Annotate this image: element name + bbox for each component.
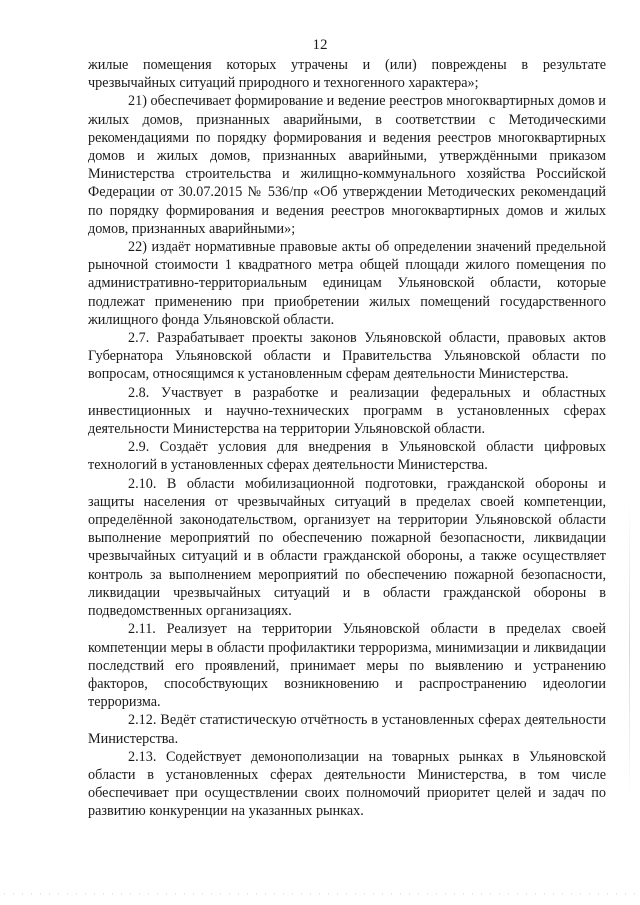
paragraph-2-9: 2.9. Создаёт условия для внедрения в Ульяновской области цифровых технологий в установленных сферах деятельности Министерства. [88, 439, 606, 474]
paragraph-item-22: 22) издаёт нормативные правовые акты об определении значений предельной рыночной стоимости 1 квадратного метра общей площади жилого помещения по административно-территориальным единицам Ульяновской области, которые подлежат применению при приобретении жилых помещений государственного жилищного фонда Ульяновской области. [88, 239, 606, 328]
paragraph-item-21: 21) обеспечивает формирование и ведение реестров многоквартирных домов и жилых домов, признанных аварийными, в соответствии с Методическими рекомендациями по порядку формирования и ведения реестров многоквартирных домов и жилых домов, признанных аварийными, утверждёнными приказом Министерства строительства и жилищно-коммунального хозяйства Российской Федерации от 30.07.2015 № 536/пр «Об утверждении Методических рекомендаций по порядку формирования и ведения реестров многоквартирных домов и жилых домов, признанных аварийными»; [88, 93, 606, 237]
scan-edge-artifact [629, 500, 630, 800]
page-number: 12 [312, 37, 328, 53]
document-body [88, 56, 606, 821]
paragraph-2-8: 2.8. Участвует в разработке и реализации федеральных и областных инвестиционных и научно-технических программ в установленных сферах деятельности Министерства на территории Ульяновской области. [88, 384, 606, 438]
paragraph-2-12: 2.12. Ведёт статистическую отчётность в установленных сферах деятельности Министерства. [88, 712, 606, 747]
paragraph-2-11: 2.11. Реализует на территории Ульяновской области в пределах своей компетенции меры в области профилактики терроризма, минимизации и ликвидации последствий его проявлений, принимает меры по выявлению и устранению факторов, способствующих возникновению и распространению идеологии терроризма. [88, 621, 606, 711]
paragraph-2-7: 2.7. Разрабатывает проекты законов Ульяновской области, правовых актов Губернатора Ульяновской области и Правительства Ульяновской области по вопросам, относящимся к установленным сферам деятельности Министерства. [88, 330, 606, 383]
scan-noise-artifact [0, 892, 640, 896]
paragraph-continuation: жилые помещения которых утрачены и (или) повреждены в результате чрезвычайных ситуаций природного и техногенного характера»; [88, 57, 606, 92]
paragraph-2-10: 2.10. В области мобилизационной подготовки, гражданской обороны и защиты населения от чрезвычайных ситуаций в пределах своей компетенции, определённой законодательством, организует на территории Ульяновской области выполнение мероприятий по обеспечению пожарной безопасности, ликвидации чрезвычайных ситуаций и в области гражданской обороны, а также осуществляет контроль за выполнением мероприятий по обеспечению пожарной безопасности, ликвидации чрезвычайных ситуаций и в области гражданской обороны в подведомственных организациях. [88, 475, 606, 620]
paragraph-2-13: 2.13. Содействует демонополизации на товарных рынках в Ульяновской области в установленных сферах деятельности Министерства, в том числе обеспечивает при осуществлении своих полномочий приоритет целей и задач по развитию конкуренции на указанных рынках. [88, 748, 606, 820]
